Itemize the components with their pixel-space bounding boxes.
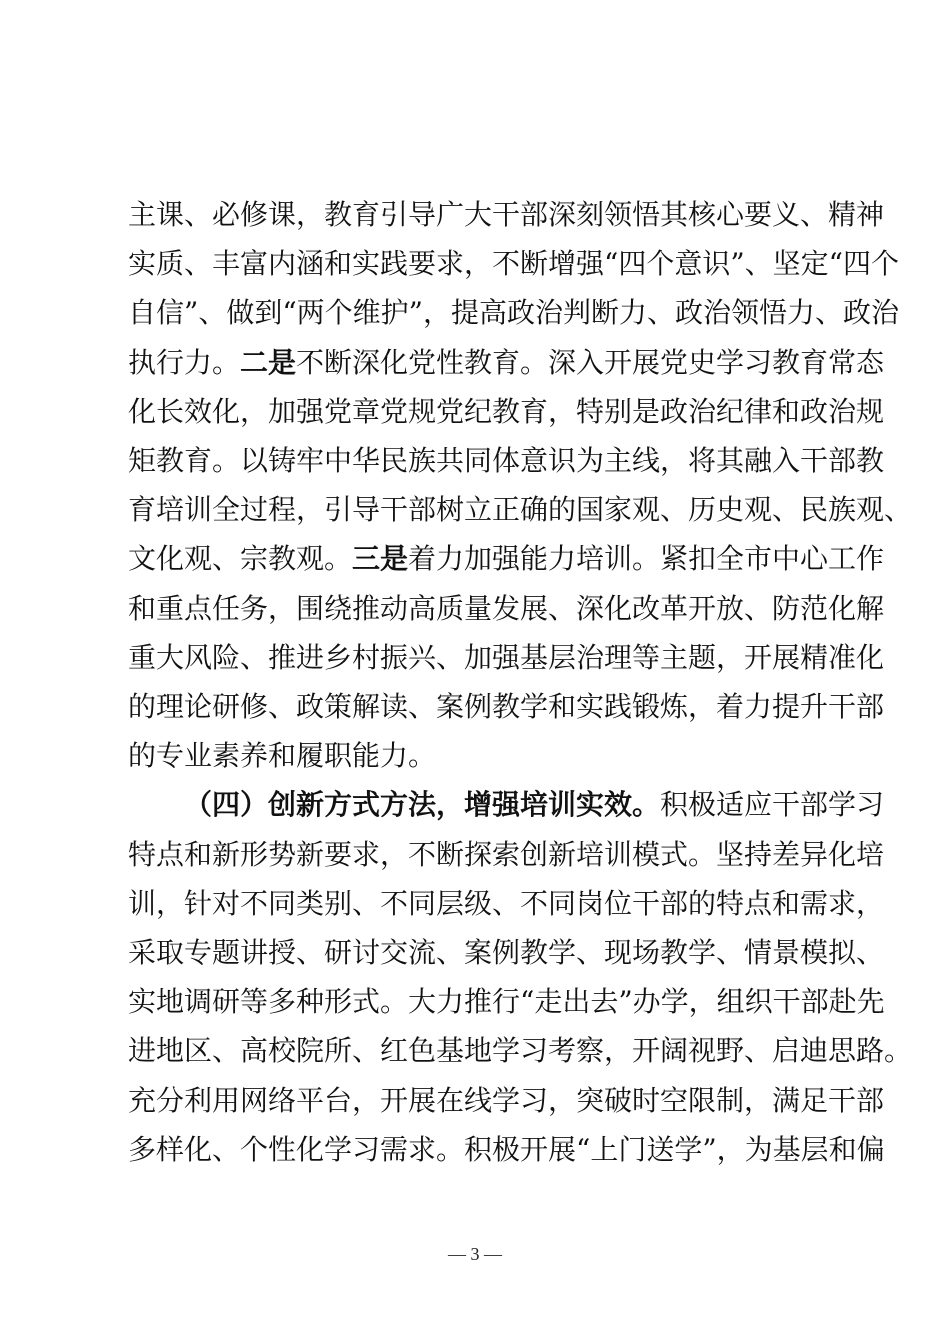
text-line xyxy=(128,830,885,880)
text-run: 矩教育。以铸牢中华民族共同体意识为主线，将其融入干部教 xyxy=(128,444,885,477)
text-line xyxy=(128,977,885,1027)
text-run: 主课、必修课，教育引导广大干部深刻领悟其核心要义、精神 xyxy=(128,198,885,231)
text-line xyxy=(128,633,885,683)
text-line xyxy=(128,1125,885,1175)
text-line xyxy=(128,387,885,437)
text-line xyxy=(128,485,913,535)
text-run: 着力加强能力培训。紧扣全市中心工作 xyxy=(408,542,885,576)
text-run: 育培训全过程，引导干部树立正确的国家观、历史观、民族观、 xyxy=(128,493,913,527)
text-run: 文化观、宗教观。 xyxy=(128,542,353,576)
page-number: — 3 — xyxy=(448,1244,502,1264)
text-run: 进地区、高校院所、红色基地学习考察，开阔视野、启迪思路。 xyxy=(128,1034,913,1068)
text-line xyxy=(128,288,899,338)
bold-text-run: 三是 xyxy=(352,542,409,576)
text-run: 特点和新形势新要求，不断探索创新培训模式。坚持差异化培 xyxy=(128,837,885,871)
text-run: 的理论研修、政策解读、案例教学和实践锻炼，着力提升干部 xyxy=(128,690,885,723)
text-run: 不断深化党性教育。深入开展党史学习教育常态 xyxy=(296,345,885,379)
text-line xyxy=(128,1026,913,1076)
text-run: 训，针对不同类别、不同层级、不同岗位干部的特点和需求， xyxy=(128,886,885,920)
text-run: 化长效化，加强党章党规党纪教育，特别是政治纪律和政治规 xyxy=(128,394,885,428)
text-line xyxy=(128,584,885,634)
text-run: 采取专题讲授、研讨交流、案例教学、现场教学、情景模拟、 xyxy=(128,936,885,969)
text-line xyxy=(128,436,885,486)
text-line xyxy=(184,780,885,830)
text-line xyxy=(128,879,885,929)
text-run: 的专业素养和履职能力。 xyxy=(128,739,437,773)
text-run: 实质、丰富内涵和实践要求，不断增强“四个意识”、坚定“四个 xyxy=(128,247,899,281)
text-line xyxy=(128,534,885,584)
text-run: 充分利用网络平台，开展在线学习，突破时空限制，满足干部 xyxy=(128,1083,885,1117)
text-run: 重大风险、推进乡村振兴、加强基层治理等主题，开展精准化 xyxy=(128,640,885,674)
text-run: 多样化、个性化学习需求。积极开展“上门送学”，为基层和偏 xyxy=(128,1132,885,1166)
text-line xyxy=(128,1076,885,1126)
text-line xyxy=(128,682,885,732)
text-line xyxy=(128,731,843,781)
text-run: 积极适应干部学习 xyxy=(660,788,885,822)
text-run: 执行力。 xyxy=(128,345,241,379)
text-line xyxy=(128,928,885,978)
text-run: 和重点任务，围绕推动高质量发展、深化改革开放、防范化解 xyxy=(128,591,885,625)
bold-text-run: （四）创新方式方法，增强培训实效。 xyxy=(184,788,661,822)
text-run: 自信”、做到“两个维护”，提高政治判断力、政治领悟力、政治 xyxy=(128,296,899,330)
text-run: 实地调研等多种形式。大力推行“走出去”办学，组织干部赴先 xyxy=(128,985,885,1019)
bold-text-run: 二是 xyxy=(240,345,297,379)
text-line xyxy=(128,190,885,240)
text-line xyxy=(128,239,899,289)
text-line xyxy=(128,338,885,388)
